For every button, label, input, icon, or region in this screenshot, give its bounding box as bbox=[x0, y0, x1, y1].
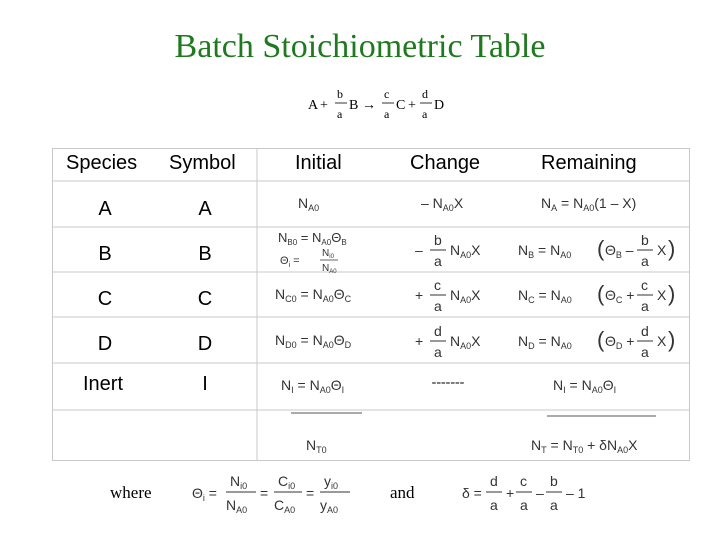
species-cell: B bbox=[98, 243, 112, 265]
svg-text:X: X bbox=[657, 287, 667, 303]
svg-text:d: d bbox=[490, 473, 498, 489]
svg-text:a: a bbox=[641, 344, 649, 360]
svg-text:a: a bbox=[384, 107, 390, 121]
and-label: and bbox=[390, 483, 415, 502]
remaining-total bbox=[528, 434, 678, 463]
svg-text:C: C bbox=[396, 98, 406, 113]
species-cell: Inert bbox=[82, 373, 124, 395]
svg-text:(: ( bbox=[597, 236, 605, 261]
initial-sum-line bbox=[290, 405, 365, 423]
svg-text:X: X bbox=[657, 333, 667, 349]
svg-text:+: + bbox=[408, 98, 416, 113]
delta-definition bbox=[460, 470, 590, 525]
svg-text:Ni0: $N_{i0}$ bbox=[322, 248, 334, 260]
svg-text:Θi =: $\Theta_i$ = bbox=[192, 485, 217, 503]
svg-text:Ni0: $N_{i0}$ bbox=[230, 473, 248, 491]
svg-text:NA0: $N_{A0}$ bbox=[322, 263, 337, 275]
svg-text:a: a bbox=[641, 253, 649, 269]
svg-text:+: + bbox=[320, 98, 328, 113]
svg-text:a: a bbox=[422, 107, 428, 121]
svg-text:=: = bbox=[260, 485, 269, 501]
svg-text:c: c bbox=[520, 473, 527, 489]
svg-text:ΘD +: $\Theta_D$ + bbox=[605, 333, 635, 351]
symbol-cell: C bbox=[197, 288, 213, 310]
svg-text:b: b bbox=[550, 473, 558, 489]
header-initial: Initial bbox=[295, 152, 342, 174]
svg-text:D: D bbox=[434, 98, 445, 113]
svg-text:(: ( bbox=[597, 281, 605, 306]
svg-text:NT0: $N_{T0}$ bbox=[306, 437, 327, 455]
remaining-D bbox=[515, 320, 685, 367]
svg-text:NB0 = NA0ΘB: $N_{B0} = N_{A0}\Theta_B$ bbox=[278, 230, 347, 247]
svg-text:CA0: $C_{A0}$ bbox=[274, 497, 296, 515]
header-species: Species bbox=[66, 152, 138, 174]
change-inert: ------- bbox=[431, 375, 465, 390]
change-D bbox=[412, 320, 492, 367]
svg-text:a: a bbox=[337, 107, 343, 121]
svg-text:ΘC +: $\Theta_C$ + bbox=[605, 287, 635, 305]
svg-text:– NA0X: – $N_{A0}X$ bbox=[421, 195, 464, 213]
initial-B bbox=[272, 228, 382, 281]
svg-text:NT = NT0 + δNA0X: $N_T = N_{T0} + \delta N_{A0}X$ bbox=[531, 437, 638, 455]
svg-text:a: a bbox=[434, 298, 442, 314]
initial-A bbox=[295, 192, 355, 221]
symbol-cell: I bbox=[202, 373, 208, 395]
svg-text:NC0 = NA0ΘC: $N_{C0} = N_{A0}\Theta_C$ bbox=[275, 286, 352, 304]
svg-text:d: d bbox=[422, 87, 428, 101]
reaction-equation bbox=[305, 84, 455, 124]
svg-text:NA0: $N_{A0}$ bbox=[226, 497, 248, 515]
symbol-cell: D bbox=[197, 333, 213, 355]
svg-text:yA0: $y_{A0}$ bbox=[320, 497, 339, 515]
svg-text:NA = NA0(1 – X): $N_A = N_{A0}(1 - X)$ bbox=[541, 195, 637, 213]
svg-text:NA0X: $N_{A0}X$ bbox=[450, 242, 481, 260]
svg-text:): ) bbox=[668, 281, 676, 306]
symbol-cell: A bbox=[198, 198, 212, 220]
svg-text:NA0: $N_{A0}$ bbox=[298, 195, 320, 213]
svg-text:c: c bbox=[384, 87, 390, 101]
svg-text:a: a bbox=[550, 497, 558, 513]
change-B bbox=[412, 229, 492, 276]
svg-text:c: c bbox=[641, 277, 648, 293]
header-symbol: Symbol bbox=[169, 152, 236, 174]
svg-text:Θi =: $\Theta_i$ = bbox=[280, 255, 300, 269]
where-label: where bbox=[110, 483, 152, 502]
svg-text:NA0X: $N_{A0}X$ bbox=[450, 287, 481, 305]
svg-text:– 1: – 1 bbox=[566, 485, 586, 501]
remaining-C bbox=[515, 274, 685, 321]
remaining-inert bbox=[550, 374, 650, 403]
svg-text:→: → bbox=[362, 98, 376, 113]
svg-text:–: – bbox=[536, 485, 544, 501]
svg-text:b: b bbox=[434, 232, 442, 248]
initial-inert bbox=[278, 374, 378, 403]
svg-text:a: a bbox=[641, 298, 649, 314]
svg-text:+: + bbox=[415, 287, 424, 303]
svg-text:NC = NA0: $N_C = N_{A0}$ bbox=[518, 287, 572, 305]
svg-text:=: = bbox=[306, 485, 315, 501]
species-cell: C bbox=[97, 288, 113, 310]
species-cell: A bbox=[98, 198, 112, 220]
svg-text:ΘB –: $\Theta_B$ – bbox=[605, 242, 634, 260]
svg-text:B: B bbox=[349, 98, 359, 113]
svg-text:A: A bbox=[308, 98, 319, 113]
svg-text:b: b bbox=[641, 232, 649, 248]
header-remaining: Remaining bbox=[541, 152, 637, 174]
remaining-B bbox=[515, 229, 685, 276]
svg-text:b: b bbox=[337, 87, 343, 101]
svg-text:+: + bbox=[506, 485, 515, 501]
initial-C bbox=[272, 283, 382, 312]
svg-text:(: ( bbox=[597, 327, 605, 352]
svg-text:ND0 = NA0ΘD: $N_{D0} = N_{A0}\Theta_D$ bbox=[275, 332, 352, 350]
remaining-sum-line bbox=[546, 408, 661, 426]
species-cell: D bbox=[97, 333, 113, 355]
svg-text:a: a bbox=[434, 344, 442, 360]
change-A bbox=[418, 192, 498, 221]
svg-text:X: X bbox=[657, 242, 667, 258]
svg-text:–: – bbox=[415, 242, 423, 258]
change-C bbox=[412, 274, 492, 321]
svg-text:δ =: δ = bbox=[462, 485, 482, 501]
svg-text:Ci0: $C_{i0}$ bbox=[278, 473, 296, 491]
svg-text:a: a bbox=[490, 497, 498, 513]
svg-text:NI = NA0ΘI: $N_I = N_{A0}\Theta_I$ bbox=[553, 377, 617, 395]
svg-text:yi0: $y_{i0}$ bbox=[324, 473, 339, 491]
remaining-A bbox=[538, 192, 668, 221]
page-title: Batch Stoichiometric Table bbox=[174, 28, 546, 65]
svg-text:ND = NA0: $N_D = N_{A0}$ bbox=[518, 333, 572, 351]
svg-text:NA0X: $N_{A0}X$ bbox=[450, 333, 481, 351]
svg-text:c: c bbox=[434, 277, 441, 293]
svg-text:a: a bbox=[520, 497, 528, 513]
svg-text:d: d bbox=[641, 323, 649, 339]
svg-text:+: + bbox=[415, 333, 424, 349]
svg-text:): ) bbox=[668, 236, 676, 261]
svg-text:NI = NA0ΘI: $N_I = N_{A0}\Theta_I$ bbox=[281, 377, 345, 395]
svg-text:NB = NA0: $N_B = N_{A0}$ bbox=[518, 242, 572, 260]
svg-text:d: d bbox=[434, 323, 442, 339]
initial-D bbox=[272, 329, 382, 358]
symbol-cell: B bbox=[198, 243, 212, 265]
svg-text:): ) bbox=[668, 327, 676, 352]
theta-definition bbox=[190, 470, 360, 525]
initial-total bbox=[303, 434, 353, 463]
header-change: Change bbox=[410, 152, 481, 174]
svg-text:a: a bbox=[434, 253, 442, 269]
